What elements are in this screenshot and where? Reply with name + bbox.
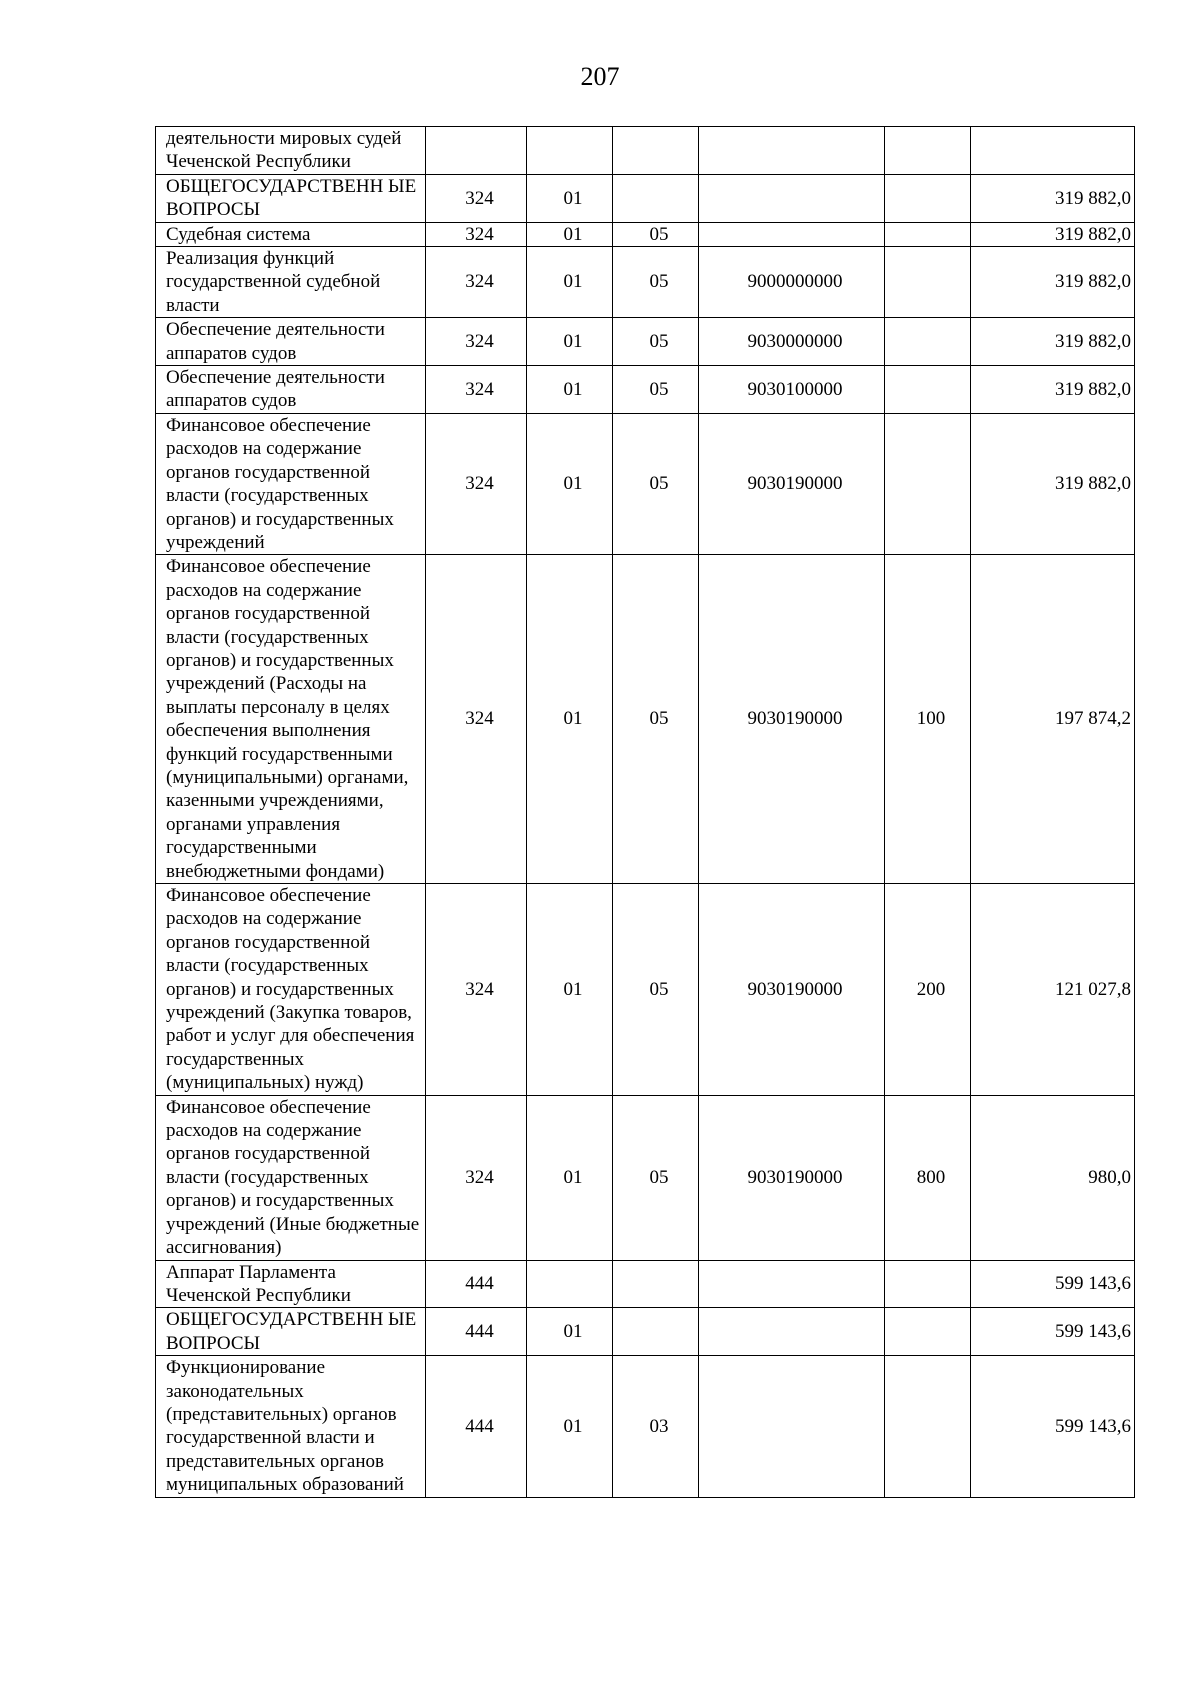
- row-name: Функционирование законодательных (представительных) органов государственной власти и представительных органов муниципальных образований: [156, 1356, 426, 1497]
- row-expense-type: [885, 1356, 971, 1497]
- row-section: 01: [527, 884, 613, 1096]
- row-target-article: 9030190000: [699, 555, 885, 884]
- row-sum: 121 027,8: [971, 884, 1135, 1096]
- row-grbs: 324: [426, 174, 527, 222]
- table-row: [156, 413, 1135, 554]
- row-expense-type: 200: [885, 884, 971, 1096]
- table-row: [156, 1356, 1135, 1497]
- row-section: [527, 127, 613, 175]
- row-sum: 980,0: [971, 1095, 1135, 1260]
- budget-table: [155, 126, 1135, 1498]
- table-row: [156, 1308, 1135, 1356]
- row-grbs: 324: [426, 366, 527, 414]
- table-row: [156, 222, 1135, 246]
- row-grbs: 444: [426, 1356, 527, 1497]
- row-sum: 599 143,6: [971, 1356, 1135, 1497]
- row-expense-type: [885, 127, 971, 175]
- row-sum: [971, 127, 1135, 175]
- row-section: 01: [527, 174, 613, 222]
- row-section: 01: [527, 318, 613, 366]
- row-subsection: 05: [613, 318, 699, 366]
- row-expense-type: [885, 174, 971, 222]
- table-row: [156, 366, 1135, 414]
- row-name: Финансовое обеспечение расходов на содержание органов государственной власти (государственных органов) и государственных учреждений: [156, 413, 426, 554]
- row-grbs: 444: [426, 1308, 527, 1356]
- table-row: [156, 247, 1135, 318]
- row-expense-type: [885, 1308, 971, 1356]
- row-name: деятельности мировых судей Чеченской Республики: [156, 127, 426, 175]
- row-expense-type: [885, 222, 971, 246]
- row-target-article: 9000000000: [699, 247, 885, 318]
- row-target-article: [699, 222, 885, 246]
- row-expense-type: 100: [885, 555, 971, 884]
- row-expense-type: 800: [885, 1095, 971, 1260]
- row-grbs: [426, 127, 527, 175]
- row-sum: 319 882,0: [971, 413, 1135, 554]
- row-section: 01: [527, 1356, 613, 1497]
- row-sum: 197 874,2: [971, 555, 1135, 884]
- row-subsection: 05: [613, 413, 699, 554]
- row-target-article: 9030190000: [699, 413, 885, 554]
- table-row: [156, 1095, 1135, 1260]
- row-name: Финансовое обеспечение расходов на содержание органов государственной власти (государственных органов) и государственных учреждений (Расходы на выплаты персоналу в целях обеспечения выполнения функций государственными (муниципальными) органами, казенными учреждениями, органами управления государственными внебюджетными фондами): [156, 555, 426, 884]
- row-target-article: [699, 1260, 885, 1308]
- row-expense-type: [885, 318, 971, 366]
- row-section: 01: [527, 555, 613, 884]
- row-sum: 319 882,0: [971, 366, 1135, 414]
- row-section: 01: [527, 413, 613, 554]
- row-grbs: 324: [426, 1095, 527, 1260]
- row-expense-type: [885, 413, 971, 554]
- row-section: 01: [527, 247, 613, 318]
- row-target-article: [699, 174, 885, 222]
- row-name: Финансовое обеспечение расходов на содержание органов государственной власти (государственных органов) и государственных учреждений (Иные бюджетные ассигнования): [156, 1095, 426, 1260]
- row-subsection: [613, 174, 699, 222]
- row-sum: 319 882,0: [971, 318, 1135, 366]
- row-subsection: [613, 127, 699, 175]
- row-section: [527, 1260, 613, 1308]
- row-subsection: 05: [613, 555, 699, 884]
- row-name: Аппарат Парламента Чеченской Республики: [156, 1260, 426, 1308]
- row-section: 01: [527, 366, 613, 414]
- row-grbs: 324: [426, 318, 527, 366]
- row-subsection: 05: [613, 222, 699, 246]
- row-expense-type: [885, 247, 971, 318]
- row-name: ОБЩЕГОСУДАРСТВЕНН ЫЕ ВОПРОСЫ: [156, 174, 426, 222]
- row-target-article: 9030100000: [699, 366, 885, 414]
- row-section: 01: [527, 1308, 613, 1356]
- row-grbs: 324: [426, 247, 527, 318]
- table-row: [156, 127, 1135, 175]
- row-subsection: 05: [613, 1095, 699, 1260]
- row-target-article: [699, 1308, 885, 1356]
- row-name: Судебная система: [156, 222, 426, 246]
- table-body: [156, 127, 1135, 1498]
- table-row: [156, 1260, 1135, 1308]
- row-name: Реализация функций государственной судебной власти: [156, 247, 426, 318]
- row-subsection: 05: [613, 366, 699, 414]
- row-expense-type: [885, 1260, 971, 1308]
- row-target-article: [699, 1356, 885, 1497]
- row-name: ОБЩЕГОСУДАРСТВЕНН ЫЕ ВОПРОСЫ: [156, 1308, 426, 1356]
- row-subsection: 05: [613, 884, 699, 1096]
- row-subsection: [613, 1260, 699, 1308]
- row-sum: 599 143,6: [971, 1260, 1135, 1308]
- row-sum: 319 882,0: [971, 222, 1135, 246]
- row-target-article: [699, 127, 885, 175]
- table-row: [156, 884, 1135, 1096]
- row-sum: 319 882,0: [971, 247, 1135, 318]
- row-grbs: 324: [426, 884, 527, 1096]
- row-name: Финансовое обеспечение расходов на содержание органов государственной власти (государственных органов) и государственных учреждений (Закупка товаров, работ и услуг для обеспечения государственных (муниципальных) нужд): [156, 884, 426, 1096]
- row-target-article: 9030000000: [699, 318, 885, 366]
- row-grbs: 324: [426, 222, 527, 246]
- table-row: [156, 318, 1135, 366]
- row-subsection: 05: [613, 247, 699, 318]
- row-target-article: 9030190000: [699, 884, 885, 1096]
- row-sum: 599 143,6: [971, 1308, 1135, 1356]
- row-name: Обеспечение деятельности аппаратов судов: [156, 318, 426, 366]
- row-subsection: [613, 1308, 699, 1356]
- table-row: [156, 174, 1135, 222]
- row-grbs: 324: [426, 555, 527, 884]
- row-section: 01: [527, 1095, 613, 1260]
- row-grbs: 444: [426, 1260, 527, 1308]
- row-target-article: 9030190000: [699, 1095, 885, 1260]
- row-section: 01: [527, 222, 613, 246]
- table-row: [156, 555, 1135, 884]
- row-grbs: 324: [426, 413, 527, 554]
- row-sum: 319 882,0: [971, 174, 1135, 222]
- row-expense-type: [885, 366, 971, 414]
- row-subsection: 03: [613, 1356, 699, 1497]
- row-name: Обеспечение деятельности аппаратов судов: [156, 366, 426, 414]
- page-number: 207: [580, 62, 620, 91]
